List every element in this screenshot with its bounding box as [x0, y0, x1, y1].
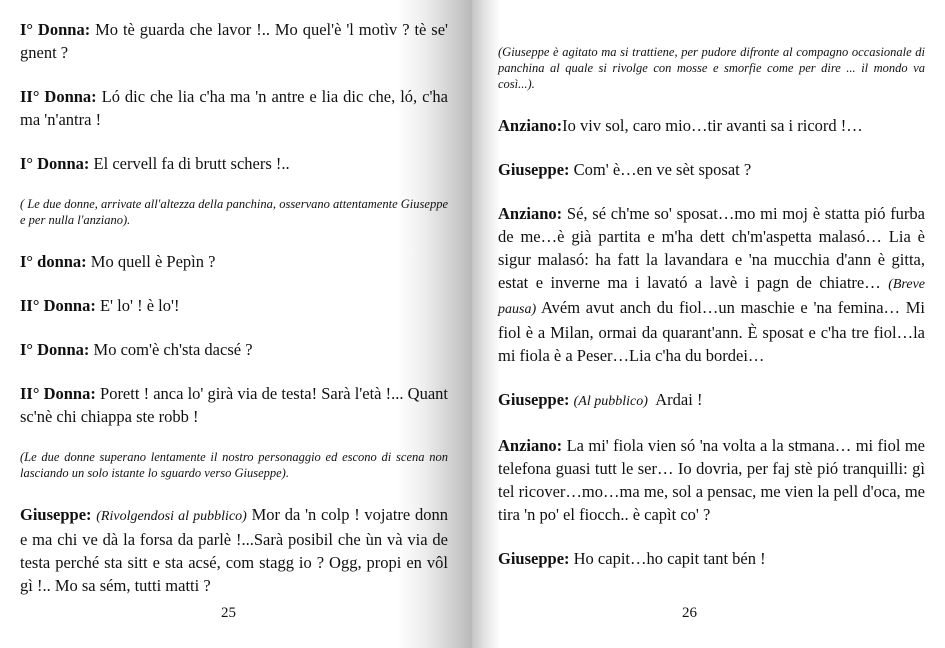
dialogue-text: Sé, sé ch'me so' sposat…mo mi moj è statta pió furba de me…è già partita e m'ha dett ch'm'aspetta malasó… Lia è sigur malasó: ha fatt la lavandara e 'na mucchia d'ann è gitta, estat e inverne ma i lavató a lavè i pagn de chiatre… — [498, 204, 926, 292]
speaker-name: Giuseppe: — [498, 160, 570, 179]
inline-stage-direction: (Al pubblico) — [573, 394, 648, 409]
speaker-name: Giuseppe: — [498, 549, 570, 568]
dialogue-line — [20, 382, 448, 428]
dialogue-text: E' lo' ! è lo'! — [99, 296, 180, 315]
dialogue-line — [498, 388, 925, 413]
speaker-name: I° donna: — [20, 252, 87, 271]
dialogue-text: Ló dic che lia c'ha ma 'n antre e lia dic che, ló, c'ha ma 'n'antra ! — [20, 87, 448, 129]
dialogue-text: Mo tè guarda che lavor !.. Mo quel'è 'l motìv ? tè se' gnent ? — [20, 20, 448, 62]
dialogue-text: Mo com'è ch'sta dacsé ? — [93, 340, 253, 359]
dialogue-line — [498, 547, 925, 570]
dialogue-line — [20, 503, 448, 597]
speaker-name: I° Donna: — [20, 20, 91, 39]
dialogue-text-continued: Avém avut anch du fiol…un maschie e 'na femina… Mi fiol è a Milan, ormai da quarant'ann. È sposat e c'ha tre fiol…la mi fiola è a Peser…Lia c'ha du bordei… — [498, 298, 925, 365]
speaker-name: Giuseppe: — [20, 505, 92, 524]
dialogue-text: La mi' fiola vien só 'na volta a la stmana… mi fiol me telefona guasi tutt le ser… Io dovria, per faj stè pió tranquilli: gì tel ricover…mo…ma me, sol a pensac, me vien la pell d'oca, me tira 'n po' el fiocch.. è capìt co' ? — [498, 436, 925, 524]
dialogue-text: Com' è…en ve sèt sposat ? — [573, 160, 752, 179]
dialogue-line — [20, 85, 448, 131]
stage-direction: (Le due donne superano lentamente il nostro personaggio ed escono di scena non lasciando un solo istante lo sguardo verso Giuseppe). — [20, 450, 448, 480]
speaker-name: Giuseppe: — [498, 390, 570, 409]
speaker-name: Anziano: — [498, 436, 563, 455]
dialogue-line — [498, 114, 925, 137]
stage-direction: (Giuseppe è agitato ma si trattiene, per pudore difronte al compagno occasionale di panchina al quale si rivolge con mosse e smorfie come per dire ... il mondo va così...). — [498, 45, 925, 91]
dialogue-line — [20, 294, 448, 317]
speaker-name: II° Donna: — [20, 87, 97, 106]
dialogue-line — [498, 158, 925, 181]
dialogue-line — [498, 434, 925, 526]
speaker-name: I° Donna: — [20, 154, 90, 173]
speaker-name: Anziano: — [498, 116, 563, 135]
dialogue-line — [498, 202, 925, 367]
left-page — [0, 0, 472, 648]
dialogue-text: Porett ! anca lo' girà via de testa! Sarà l'età !... Quant sc'nè chi chiappa ste robb ! — [20, 384, 448, 426]
speaker-name: Anziano: — [498, 204, 563, 223]
dialogue-line — [20, 250, 448, 273]
dialogue-text: El cervell fa di brutt schers !.. — [93, 154, 290, 173]
stage-direction: ( Le due donne, arrivate all'altezza della panchina, osservano attentamente Giuseppe e per nulla l'anziano). — [20, 197, 448, 227]
dialogue-text: Ho capit…ho capit tant bén ! — [573, 549, 766, 568]
page-number: 25 — [221, 605, 236, 621]
right-page — [472, 0, 945, 648]
speaker-name: I° Donna: — [20, 340, 90, 359]
dialogue-text: Ardai ! — [655, 390, 703, 409]
dialogue-text: Io viv sol, caro mio…tir avanti sa i ricord !… — [562, 116, 863, 135]
inline-stage-direction: (Rivolgendosi al pubblico) — [96, 509, 247, 524]
dialogue-text: Mor da 'n colp ! vojatre donn e ma chi ve dà la forsa da parlè !...Sarà posibil che ùn và via de testa perché sta sitt e sta acsé, com stagg io ? Ogg, propi en vôl gì !.. Mo sa sém, tutti matti ? — [20, 505, 448, 595]
dialogue-line — [20, 18, 448, 64]
dialogue-text: Mo quell è Pepìn ? — [90, 252, 216, 271]
inline-stage-direction: (Breve pausa) — [498, 277, 926, 317]
dialogue-line — [20, 338, 448, 361]
dialogue-line — [20, 152, 448, 175]
page-number: 26 — [682, 605, 697, 621]
speaker-name: II° Donna: — [20, 296, 96, 315]
speaker-name: II° Donna: — [20, 384, 96, 403]
